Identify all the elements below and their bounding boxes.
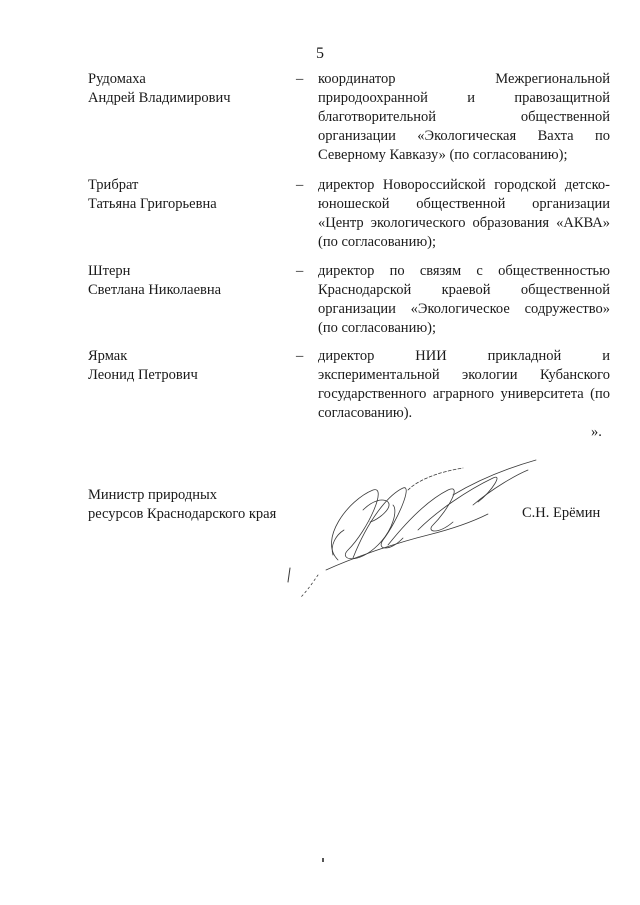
member-role: директор НИИ прикладной и экспериментальной экологии Кубанского государственного аграрного университета (по согласованию). xyxy=(318,348,610,421)
dash: – xyxy=(296,263,304,279)
member-given-names: Леонид Петрович xyxy=(88,367,198,383)
closing-quote: ». xyxy=(591,424,602,440)
member-name xyxy=(88,176,288,214)
member-name xyxy=(88,70,288,108)
handwritten-signature xyxy=(278,450,548,600)
member-surname: Рудомаха xyxy=(88,71,146,87)
scan-speck xyxy=(322,858,324,862)
member-name xyxy=(88,347,288,385)
signatory-position-line: ресурсов Краснодарского края xyxy=(88,506,277,522)
dash: – xyxy=(296,177,304,193)
dash: – xyxy=(296,71,304,87)
member-given-names: Татьяна Григорьевна xyxy=(88,196,217,212)
member-surname: Штерн xyxy=(88,263,131,279)
member-role: директор Новороссийской городской детско-юношеской общественной организации «Центр экологического образования «АКВА» (по согласованию); xyxy=(318,177,610,250)
member-role: директор по связям с общественностью Краснодарской краевой общественной организации «Экологическое содружество» (по согласованию); xyxy=(318,263,610,336)
member-surname: Ярмак xyxy=(88,348,128,364)
member-surname: Трибрат xyxy=(88,177,139,193)
page-number: 5 xyxy=(316,45,324,62)
member-given-names: Светлана Николаевна xyxy=(88,282,222,298)
signatory-position xyxy=(88,486,276,524)
member-given-names: Андрей Владимирович xyxy=(88,90,231,106)
signer-name: С.Н. Ерёмин xyxy=(522,505,601,521)
dash: – xyxy=(296,348,304,364)
member-role: координатор Межрегиональной природоохранной и правозащитной благотворительной общественной организации «Экологическая Вахта по Северному Кавказу» (по согласованию); xyxy=(318,71,610,163)
signatory-position-line: Министр природных xyxy=(88,487,217,503)
member-name xyxy=(88,262,288,300)
